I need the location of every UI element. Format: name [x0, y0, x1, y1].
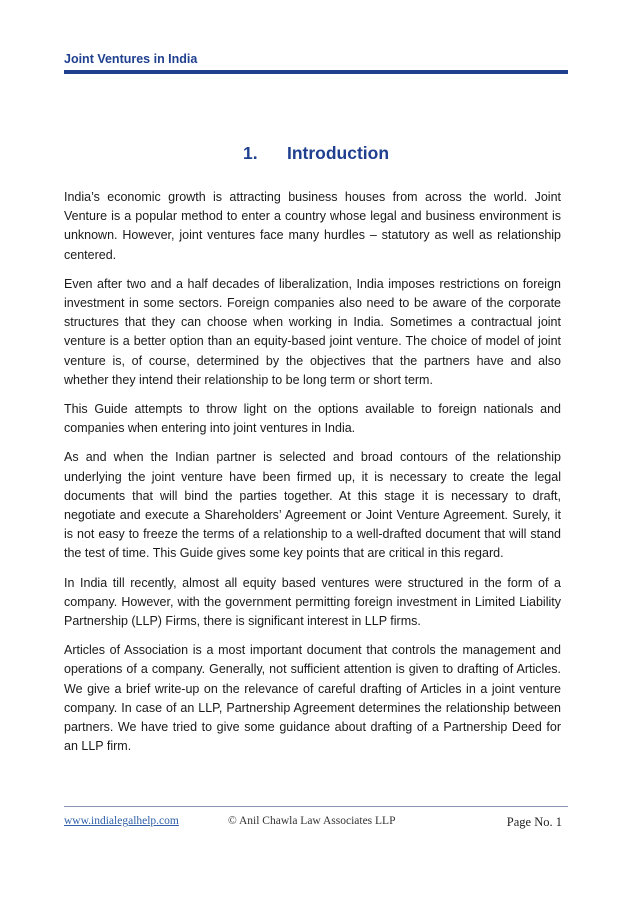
body-text	[64, 188, 561, 766]
paragraph: Even after two and a half decades of liberalization, India imposes restrictions on foreign investment in some sectors. Foreign companies also need to be aware of the corporate structures that they can choose when working in India. Sometimes a contractual joint venture is a better option than an equity-based joint venture. The choice of model of joint venture is, of course, determined by the objectives that the partners have and also whether they intend their relationship to be long term or short term.	[64, 276, 561, 387]
website-link[interactable]: www.indialegalhelp.com	[64, 815, 179, 827]
paragraph: India’s economic growth is attracting business houses from across the world. Joint Venture is a popular method to enter a country whose legal and business environment is unknown. However, joint ventures face many hurdles – statutory as well as relationship centered.	[64, 190, 561, 262]
page-number: Page No. 1	[506, 815, 562, 829]
paragraph: In India till recently, almost all equity based ventures were structured in the form of a company. However, with the government permitting foreign investment in Limited Liability Partnership (LLP) Firms, there is significant interest in LLP firms.	[64, 575, 561, 629]
paragraph: Articles of Association is a most important document that controls the management and operations of a company. Generally, not sufficient attention is given to drafting of Articles. We give a brief write-up on the relevance of careful drafting of Articles in a joint venture company. In case of an LLP, Partnership Agreement determines the relationship between partners. We have tried to give some guidance about drafting of a Partnership Deed for an LLP firm.	[64, 643, 561, 754]
paragraph: As and when the Indian partner is selected and broad contours of the relationship underlying the joint venture have been firmed up, it is necessary to create the legal documents that will bind the parties together. At this stage it is necessary to draft, negotiate and execute a Shareholders’ Agreement or Joint Venture Agreement. Surely, it is not easy to freeze the terms of a relationship to a well-drafted document that will stand the test of time. This Guide gives some key points that are critical in this regard.	[64, 450, 561, 561]
header-divider	[64, 70, 568, 74]
paragraph: This Guide attempts to throw light on the options available to foreign nationals and companies when entering into joint ventures in India.	[64, 402, 561, 436]
page-footer	[64, 815, 568, 833]
copyright-notice: © Anil Chawla Law Associates LLP	[228, 815, 396, 827]
section-number: 1.	[242, 143, 258, 163]
document-header-title: Joint Ventures in India	[64, 52, 198, 66]
section-title: Introduction	[286, 143, 390, 163]
section-heading	[64, 143, 568, 164]
footer-divider	[64, 806, 568, 807]
